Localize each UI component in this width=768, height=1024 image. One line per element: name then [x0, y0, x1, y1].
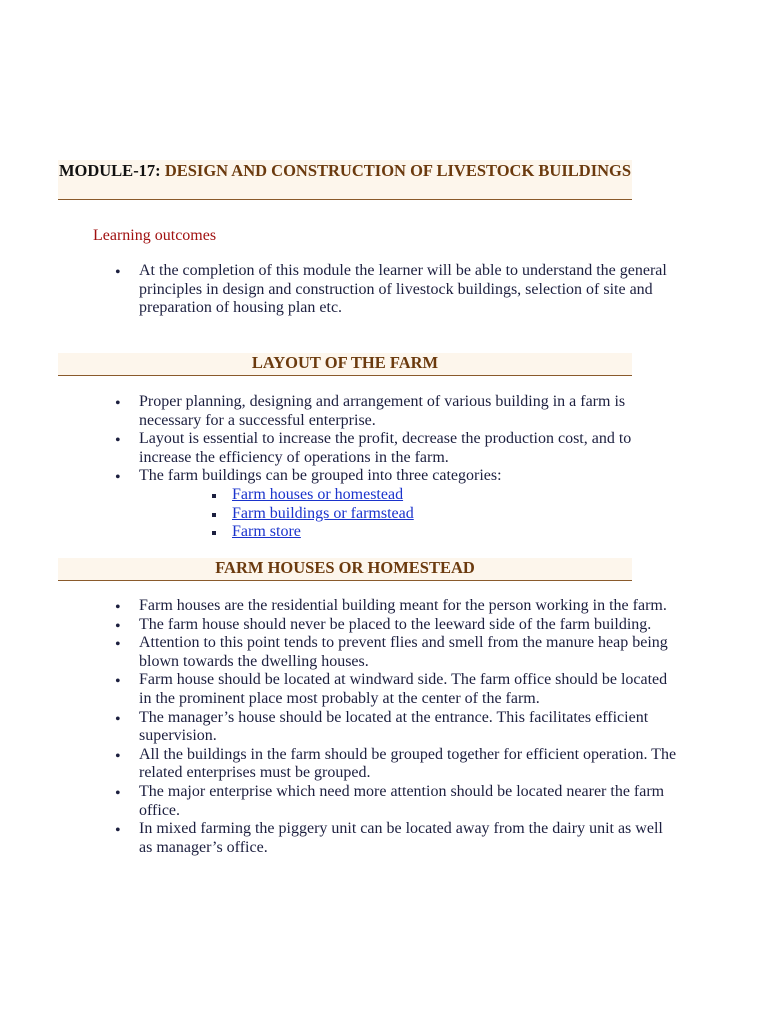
bullet-icon: •: [115, 432, 121, 450]
learning-outcomes-label: Learning outcomes: [93, 227, 217, 244]
bullet-icon: •: [115, 599, 121, 616]
bullet-icon: •: [115, 617, 121, 635]
layout-list: [0, 393, 679, 542]
list-item: • All the buildings in the farm should be grouped together for efficient operation. The related enterprises must be grouped.: [115, 745, 677, 782]
list-item: • Farm houses are the residential building meant for the person working in the farm.: [0, 597, 679, 616]
link-farm-store[interactable]: Farm store: [232, 523, 301, 541]
bullet-icon: •: [115, 636, 121, 654]
bullet-icon: •: [115, 710, 121, 728]
module-heading: DESIGN AND CONSTRUCTION OF LIVESTOCK BUILDINGS: [164, 161, 632, 180]
section-title-homestead: FARM HOUSES OR HOMESTEAD: [58, 558, 632, 581]
list-item: • Proper planning, designing and arrangement of various building in a farm is necessary for a successful enterprise.: [115, 393, 626, 429]
module-number: MODULE-17:: [58, 161, 161, 180]
category-links: [139, 486, 679, 542]
sub-list-item: [232, 486, 679, 505]
list-item: • The farm buildings can be grouped into three categories: Farm houses or homestead Farm buildings or farmstead Farm store: [0, 467, 679, 541]
bullet-icon: •: [115, 784, 121, 802]
square-bullet-icon: [212, 531, 216, 535]
bullet-icon: •: [115, 747, 121, 765]
list-item: • Layout is essential to increase the profit, decrease the production cost, and to increase the efficiency of operations in the farm.: [115, 430, 632, 466]
sub-list-item: [232, 523, 679, 542]
list-item: • In mixed farming the piggery unit can be located away from the dairy unit as well as manager’s office.: [115, 820, 663, 856]
list-item: • Attention to this point tends to prevent flies and smell from the manure heap being blown towards the dwelling houses.: [115, 634, 668, 670]
square-bullet-icon: [212, 494, 216, 498]
bullet-icon: •: [115, 822, 121, 840]
bullet-icon: •: [115, 673, 121, 691]
bullet-icon: •: [115, 395, 121, 412]
learning-outcomes-list: [0, 262, 679, 318]
sub-list-item: [232, 505, 679, 524]
link-farm-buildings[interactable]: Farm buildings or farmstead: [232, 504, 414, 522]
section-title-layout: LAYOUT OF THE FARM: [58, 353, 632, 376]
list-item: • At the completion of this module the learner will be able to understand the general principles in design and construction of livestock buildings, selection of site and preparation of housing plan etc.: [115, 262, 667, 317]
list-item: • The manager’s house should be located at the entrance. This facilitates efficient supervision.: [115, 708, 649, 745]
bullet-icon: •: [115, 469, 121, 487]
square-bullet-icon: [212, 513, 216, 517]
list-item: • The major enterprise which need more attention should be located nearer the farm office.: [115, 782, 665, 819]
list-item: • Farm house should be located at windward side. The farm office should be located in the prominent place most probably at the center of the farm.: [115, 671, 668, 707]
bullet-icon: •: [115, 264, 121, 281]
homestead-list: [0, 597, 679, 857]
module-title: [58, 160, 632, 200]
link-farm-houses[interactable]: Farm houses or homestead: [232, 485, 404, 503]
list-item: • The farm house should never be placed to the leeward side of the farm building.: [0, 616, 679, 635]
